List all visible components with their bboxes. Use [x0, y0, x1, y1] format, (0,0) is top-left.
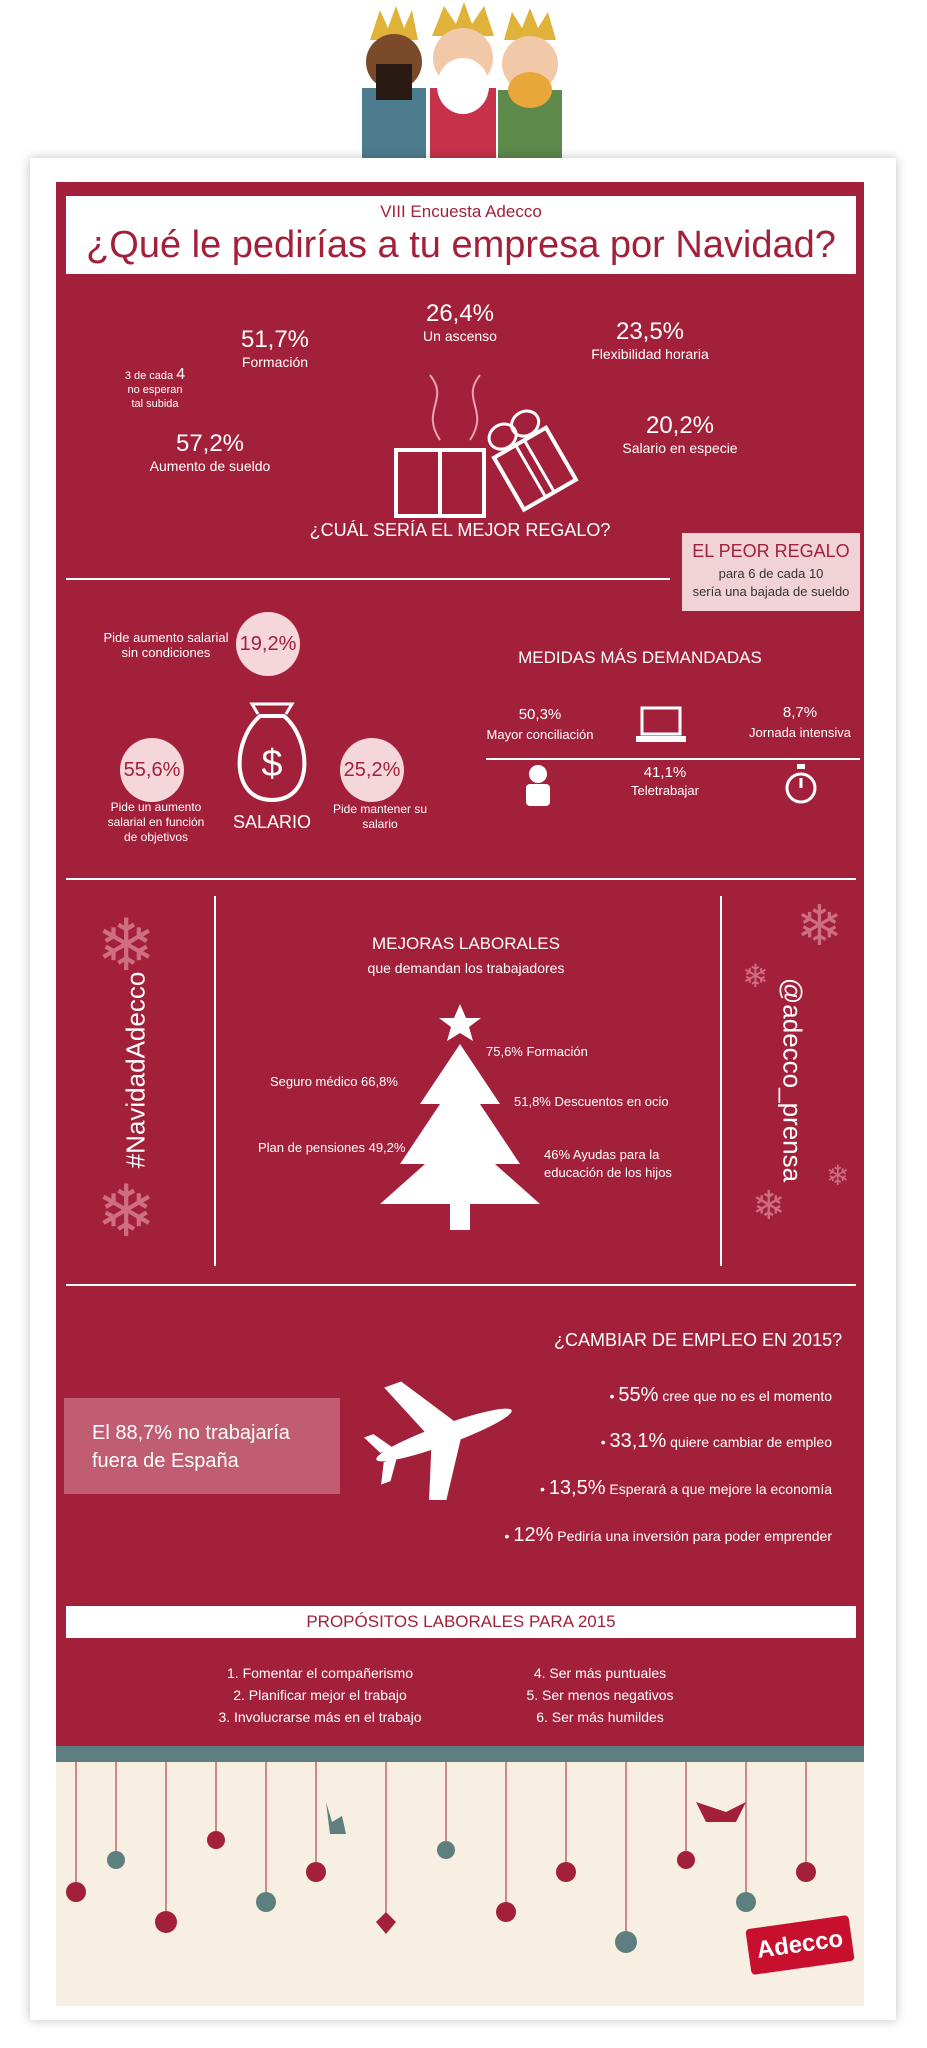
worst-gift-line1: para 6 de cada 10	[718, 566, 824, 581]
medida-jornada	[730, 704, 870, 740]
worst-gift-box	[682, 533, 860, 611]
divider	[66, 878, 856, 880]
salario-right-label	[320, 802, 440, 832]
divider-vertical	[720, 896, 722, 1266]
medida-teletrabajo	[600, 764, 730, 798]
stat-label: Salario en especie	[622, 440, 738, 456]
salario-top-label	[96, 630, 236, 660]
snowflake-icon: ❄	[826, 1160, 850, 1191]
cambiar-item: • 12% Pediría una inversión para poder emprender	[504, 1524, 832, 1546]
stat-pct: 51,7%	[240, 326, 310, 353]
mejora-ocio: 51,8% Descuentos en ocio	[514, 1094, 669, 1109]
label-line: 46% Ayudas para la	[544, 1147, 660, 1162]
propositos-right	[520, 1662, 680, 1728]
stat-especie	[610, 412, 750, 456]
cambiar-pct: 13,5%	[548, 1477, 606, 1499]
mejora-seguro: Seguro médico 66,8%	[270, 1074, 398, 1089]
medidas-axis	[486, 758, 860, 760]
label-line: educación de los hijos	[544, 1165, 672, 1180]
worst-gift-line2: sería una bajada de sueldo	[692, 584, 850, 599]
stat-pct: 20,2%	[645, 412, 715, 439]
hashtag-label: #NavidadAdecco	[120, 971, 151, 1169]
stat-pct: 26,4%	[425, 300, 495, 327]
stat-ascenso	[410, 300, 510, 344]
propositos-left	[190, 1662, 450, 1728]
airplane-icon	[364, 1370, 524, 1500]
cambiar-text: Pediría una inversión para poder emprender	[557, 1528, 832, 1544]
cambiar-text: cree que no es el momento	[662, 1388, 832, 1404]
note-line3: tal subida	[131, 398, 179, 410]
title-box	[66, 196, 856, 274]
stopwatch-icon	[784, 762, 818, 806]
christmas-tree-icon	[380, 1004, 540, 1232]
svg-text:$: $	[261, 743, 283, 785]
medidas-title: MEDIDAS MÁS DEMANDADAS	[518, 648, 762, 667]
cambiar-item: • 13,5% Esperará a que mejore la economía	[540, 1477, 832, 1499]
salario-left-label	[96, 800, 216, 845]
snowflake-icon: ❄	[96, 906, 157, 986]
proposito-item: 1. Fomentar el compañerismo	[227, 1665, 413, 1681]
cambiar-item: • 33,1% quiere cambiar de empleo	[600, 1430, 832, 1452]
survey-subtitle: VIII Encuesta Adecco	[380, 202, 542, 221]
proposito-item: 4. Ser más puntuales	[533, 1665, 667, 1681]
medida-pct: 50,3%	[518, 706, 562, 723]
stat-label: Aumento de sueldo	[149, 458, 271, 474]
medida-pct: 41,1%	[643, 764, 687, 781]
propositos-bar	[66, 1606, 856, 1638]
salario-left-circle: 55,6%	[120, 738, 184, 802]
stat-formacion	[220, 326, 330, 370]
proposito-item: 2. Planificar mejor el trabajo	[233, 1687, 407, 1703]
stat-aumento	[140, 430, 280, 474]
cambiar-title: ¿CAMBIAR DE EMPLEO EN 2015?	[554, 1330, 843, 1350]
mejora-pensiones: Plan de pensiones 49,2%	[258, 1140, 406, 1155]
mejora-educacion	[544, 1146, 672, 1182]
stat-flexibilidad	[570, 318, 730, 362]
label-line: Pide aumento salarial	[103, 630, 229, 645]
emigration-box	[64, 1398, 340, 1494]
mejora-formacion: 75,6% Formación	[486, 1044, 588, 1059]
gift-box-icon	[380, 370, 580, 520]
snowflake-icon: ❄	[742, 958, 769, 994]
label-line: salarial en función	[107, 815, 205, 829]
cambiar-text: quiere cambiar de empleo	[670, 1434, 832, 1450]
stat-label: Formación	[241, 354, 309, 370]
box-line: fuera de España	[92, 1450, 239, 1472]
logo-text: Adecco	[755, 1925, 845, 1964]
medida-conciliacion	[470, 706, 610, 742]
snowflake-icon: ❄	[752, 1184, 786, 1228]
label-line: sin condiciones	[121, 645, 211, 660]
handle-label: @adecco_prensa	[777, 977, 808, 1183]
note-line1: 3 de cada	[124, 370, 174, 382]
best-gift-question: ¿CUÁL SERÍA EL MEJOR REGALO?	[309, 520, 611, 540]
medida-label: Mayor conciliación	[486, 727, 594, 742]
stat-pct: 23,5%	[615, 318, 685, 345]
note-line2: no esperan	[127, 384, 183, 396]
mejoras-title: MEJORAS LABORALES	[371, 934, 560, 953]
decor-strip	[56, 1746, 864, 1762]
salario-top-circle: 19,2%	[236, 612, 300, 676]
three-kings-illustration	[352, 0, 572, 158]
salario-center-label: SALARIO	[232, 812, 312, 832]
medida-pct: 8,7%	[782, 704, 818, 721]
medida-label: Teletrabajar	[631, 783, 699, 798]
label-line: Pide mantener su	[332, 802, 428, 816]
snowflake-icon: ❄	[96, 1172, 157, 1252]
proposito-item: 6. Ser más humildes	[536, 1709, 664, 1725]
box-line: El 88,7% no trabajaría	[92, 1422, 290, 1444]
mejoras-subtitle: que demandan los trabajadores	[367, 960, 565, 976]
proposito-item: 3. Involucrarse más en el trabajo	[218, 1709, 422, 1725]
note-num: 4	[176, 366, 186, 383]
baby-icon	[520, 764, 556, 810]
cambiar-pct: 12%	[513, 1524, 554, 1546]
label-line: Pide un aumento	[110, 800, 202, 814]
salario-right-circle: 25,2%	[340, 738, 404, 802]
stat-label: Flexibilidad horaria	[591, 346, 709, 362]
ornaments-decoration	[56, 1762, 864, 2006]
laptop-icon	[634, 706, 688, 746]
divider	[66, 1284, 856, 1286]
label-line: de objetivos	[123, 830, 189, 844]
cambiar-pct: 33,1%	[609, 1430, 667, 1452]
worst-gift-title: EL PEOR REGALO	[692, 541, 850, 561]
cambiar-text: Esperará a que mejore la economía	[609, 1481, 832, 1497]
medida-label: Jornada intensiva	[749, 725, 851, 740]
aumento-note	[110, 368, 200, 411]
label-line: salario	[362, 817, 398, 831]
snowflake-icon: ❄	[796, 894, 843, 957]
divider-vertical	[214, 896, 216, 1266]
money-bag-icon	[222, 700, 322, 810]
page-title: ¿Qué le pedirías a tu empresa por Navidad?	[86, 224, 836, 266]
cambiar-pct: 55%	[618, 1384, 659, 1406]
propositos-title: PROPÓSITOS LABORALES PARA 2015	[306, 1612, 616, 1631]
proposito-item: 5. Ser menos negativos	[526, 1687, 674, 1703]
stat-label: Un ascenso	[423, 328, 497, 344]
cambiar-item: • 55% cree que no es el momento	[609, 1384, 832, 1406]
stat-pct: 57,2%	[175, 430, 245, 457]
divider	[66, 578, 670, 580]
